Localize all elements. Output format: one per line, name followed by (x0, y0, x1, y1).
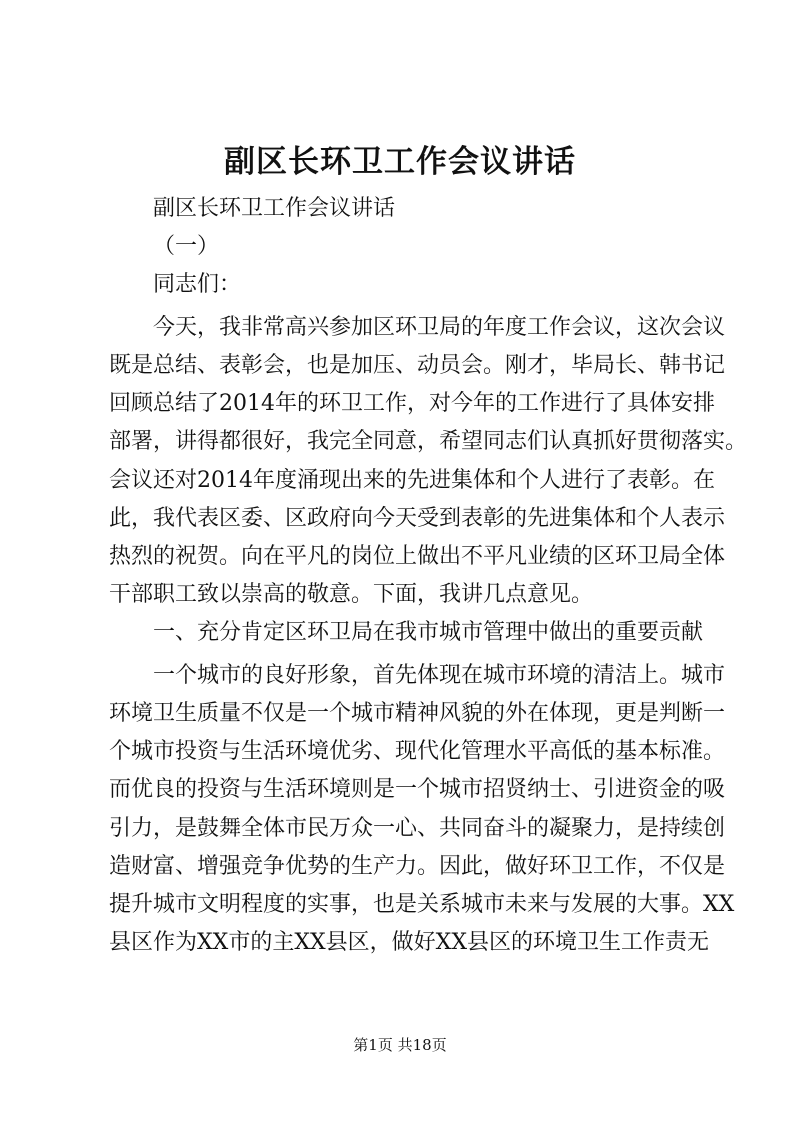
paragraph-line: 既是总结、表彰会，也是加压、动员会。刚才，毕局长、韩书记 (109, 353, 726, 378)
page-footer: 第1页 共18页 (353, 1036, 447, 1054)
paragraph-line: 回顾总结了2014年的环卫工作，对今年的工作进行了具体安排 (109, 391, 715, 416)
paragraph-line: 会议还对2014年度涌现出来的先进集体和个人进行了表彰。在 (109, 468, 715, 493)
paragraph-line: 而优良的投资与生活环境则是一个城市招贤纳士、引进资金的吸 (109, 777, 726, 802)
paragraph-line: 引力，是鼓舞全体市民万众一心、共同奋斗的凝聚力，是持续创 (109, 816, 726, 841)
paragraph-line: 造财富、增强竞争优势的生产力。因此，做好环卫工作，不仅是 (109, 854, 726, 879)
paragraph-line: 热烈的祝贺。向在平凡的岗位上做出不平凡业绩的区环卫局全体 (109, 544, 726, 569)
salutation: 同志们： (153, 272, 242, 297)
paragraph-line: 干部职工致以崇高的敬意。下面，我讲几点意见。 (109, 582, 594, 607)
subtitle-line: 副区长环卫工作会议讲话 (153, 196, 396, 221)
paragraph-line: 今天，我非常高兴参加区环卫局的年度工作会议，这次会议 (153, 315, 726, 340)
paragraph-line: 此，我代表区委、区政府向今天受到表彰的先进集体和个人表示 (109, 506, 726, 531)
document-title: 副区长环卫工作会议讲话 (224, 144, 576, 180)
paragraph-line: 提升城市文明程度的实事，也是关系城市未来与发展的大事。XX (109, 892, 735, 917)
paragraph-line: 个城市投资与生活环境优劣、现代化管理水平高低的基本标准。 (109, 739, 726, 764)
section-number: （一） (153, 234, 220, 259)
section-heading: 一、充分肯定区环卫局在我市城市管理中做出的重要贡献 (153, 620, 704, 645)
paragraph-line: 环境卫生质量不仅是一个城市精神风貌的外在体现，更是判断一 (109, 701, 726, 726)
paragraph-line: 县区作为XX市的主XX县区，做好XX县区的环境卫生工作责无 (109, 930, 709, 955)
paragraph-line: 一个城市的良好形象，首先体现在城市环境的清洁上。城市 (153, 663, 726, 688)
paragraph-line: 部署，讲得都很好，我完全同意，希望同志们认真抓好贯彻落实。 (109, 429, 748, 454)
